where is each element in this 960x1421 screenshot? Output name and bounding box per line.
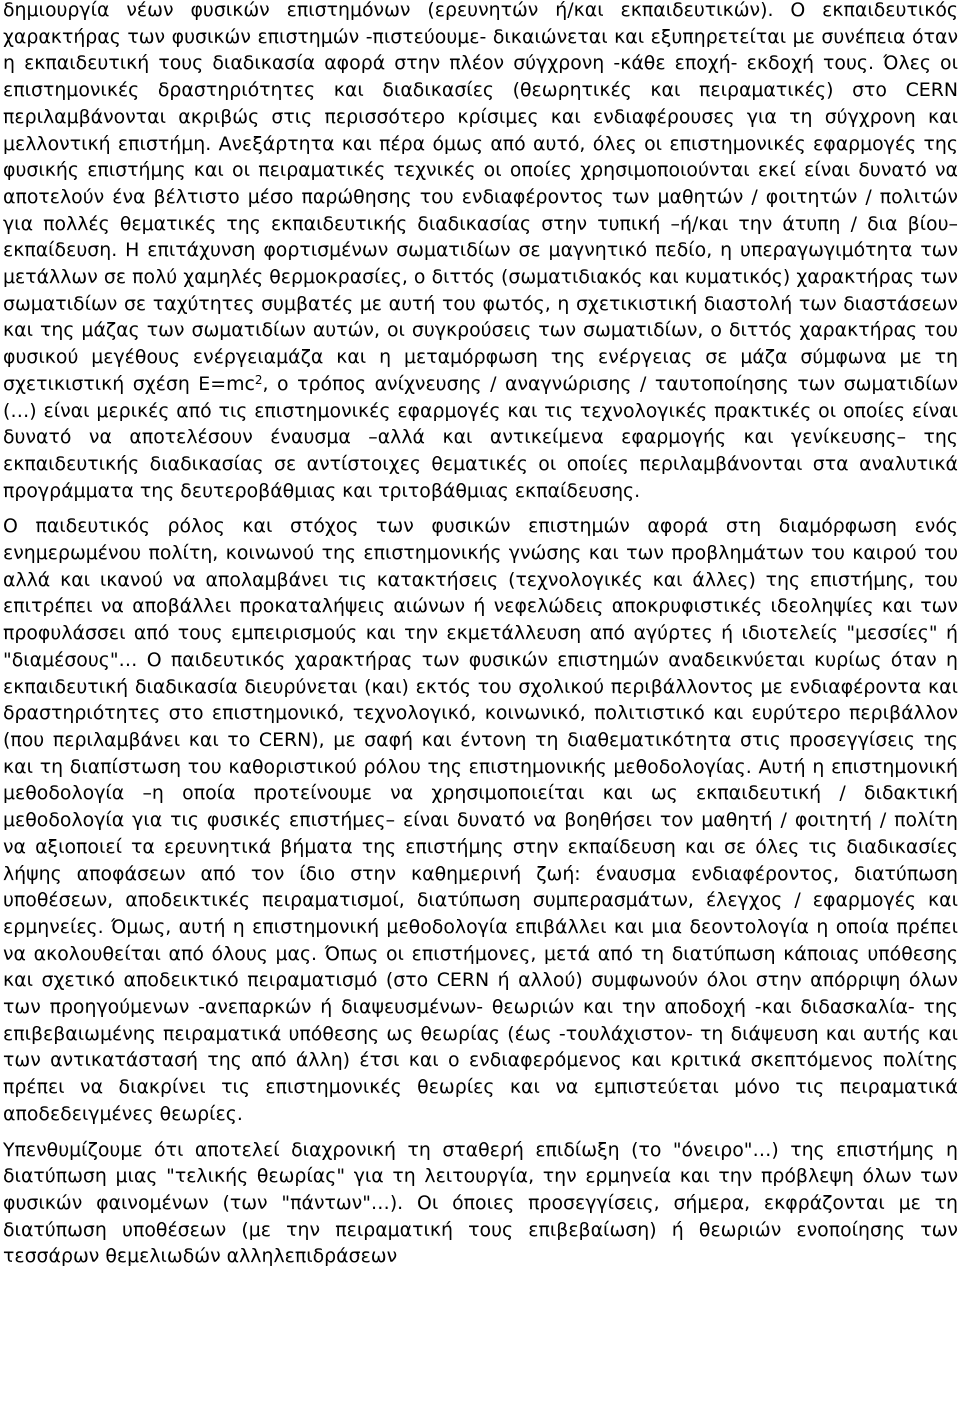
paragraph-1-text: δημιουργία νέων φυσικών επιστημόνων (ερευνητών ή/και εκπαιδευτικών). Ο εκπαιδευτικός χαρακτήρας των φυσικών επιστημών -πιστεύουμε- δικαιώνεται και εξυπηρετείται με συνέπεια όταν η εκπαιδευτική τους διαδικασία αφορά στην πλέον σύγχρονη -κάθε εποχή- εκδοχή τους. Όλες οι επιστημονικές δραστηριότητες και διαδικασίες (θεωρητικές και πειραματικές) στο CERN περιλαμβάνονται ακριβώς στις περισσότερο κρίσιμες και ενδιαφέρουσες για τη σύγχρονη και μελλοντική επιστήμη. Ανεξάρτητα και πέρα όμως από αυτό, όλες οι επιστημονικές εφαρμογές της φυσικής επιστήμης και οι πειραματικές τεχνικές οι οποίες χρησιμοποιούνται εκεί είναι δυνατό να αποτελούν ένα βέλτιστο μέσο παρώθησης του ενδιαφέροντος των μαθητών / φοιτητών / πολιτών για πολλές θεματικές της εκπαιδευτικής διαδικασίας στην τυπική –ή/και την άτυπη / δια βίου– εκπαίδευση. Η επιτάχυνση φορτισμένων σωματιδίων σε μαγνητικό πεδίο, η υπεραγωγιμότητα των μετάλλων σε πολύ χαμηλές θερμοκρασίες, ο διττός (σωματιδιακός και κυματικός) χαρακτήρας των σωματιδίων σε ταχύτητες συμβατές με αυτή του φωτός, η σχετικιστική διαστολή των διαστάσεων και της μάζας των σωματιδίων αυτών, οι συγκρούσεις των σωματιδίων, ο διττός χαρακτήρας του φυσικού μεγέθους ενέργειαμάζα και η μεταμόρφωση της ενέργειας σε μάζα σύμφωνα με τη σχετικιστική σχέση E=mc bbox=[3, 0, 958, 395]
superscript-exponent: 2 bbox=[254, 372, 263, 387]
paragraph-3: Υπενθυμίζουμε ότι αποτελεί διαχρονική τη σταθερή επιδίωξη (το "όνειρο"…) της επιστήμης η διατύπωση μιας "τελικής θεωρίας" για τη λειτουργία, την ερμηνεία και την πρόβλεψη όλων των φυσικών φαινομένων (των "πάντων"…). Οι όποιες προσεγγίσεις, σήμερα, εκφράζονται με τη διατύπωση υποθέσεων (με την πειραματική τους επιβεβαίωση) ή θεωριών ενοποίησης των τεσσάρων θεμελιωδών αλληλεπιδράσεων bbox=[3, 1138, 958, 1268]
paragraph-1-text-continued: , ο τρόπος ανίχνευσης / αναγνώρισης / ταυτοποίησης των σωματιδίων (…) είναι μερικές από τις επιστημονικές εφαρμογές και τις τεχνολογικές πρακτικές οι οποίες είναι δυνατό να αποτελέσουν έναυσμα –αλλά και αντικείμενα εφαρμογής και γενίκευσης– της εκπαιδευτικής διαδικασίας σε αντίστοιχες θεματικές οι οποίες περιλαμβάνονται στα αναλυτικά προγράμματα της δευτεροβάθμιας και τριτοβάθμιας εκπαίδευσης. bbox=[3, 372, 958, 502]
paragraph-1 bbox=[3, 0, 958, 504]
paragraph-2: Ο παιδευτικός ρόλος και στόχος των φυσικών επιστημών αφορά στη διαμόρφωση ενός ενημερωμένου πολίτη, κοινωνού της επιστημονικής γνώσης και των προβλημάτων του καιρού του αλλά και ικανού να απολαμβάνει τις κατακτήσεις (τεχνολογικές και άλλες) της επιστήμης, του επιτρέπει να αποβάλλει προκαταλήψεις αιώνων ή νεφελώδεις αποκρυφιστικές ιδεοληψίες και των προφυλάσσει από τους εμπειρισμούς και την εκμετάλλευση από αγύρτες ή ιδιοτελείς "μεσσίες" ή "διαμέσους"… Ο παιδευτικός χαρακτήρας των φυσικών επιστημών αναδεικνύεται κυρίως όταν η εκπαιδευτική διαδικασία διευρύνεται (και) εκτός του σχολικού περιβάλλοντος με ενδιαφέροντα και δραστηριότητες στο επιστημονικό, τεχνολογικό, κοινωνικό, πολιτιστικό και ευρύτερο περιβάλλον (που περιλαμβάνει και το CERN), με σαφή και έντονη τη διαθεματικότητα στις προσεγγίσεις της και τη διαπίστωση του καθοριστικού ρόλου της επιστημονικής μεθοδολογίας. Αυτή η επιστημονική μεθοδολογία –η οποία προτείνουμε να χρησιμοποιείται και ως εκπαιδευτική / διδακτική μεθοδολογία για τις φυσικές επιστήμες– είναι δυνατό να βοηθήσει τον μαθητή / φοιτητή / πολίτη να αξιοποιεί τα ερευνητικά βήματα της επιστήμης στην εκπαίδευση και σε όλες τις διαδικασίες λήψης αποφάσεων από τον ίδιο στην καθημερινή ζωή: έναυσμα ενδιαφέροντος, διατύπωση υποθέσεων, αποδεικτικές πειραματισμοί, διατύπωση συμπερασμάτων, έλεγχος / εφαρμογές και ερμηνείες. Όμως, αυτή η επιστημονική μεθοδολογία επιβάλλει και μια δεοντολογία η οποία πρέπει να ακολουθείται από όλους μας. Όπως οι επιστήμονες, μετά από τη διατύπωση κάποιας υπόθεσης και σχετικό αποδεικτικό πειραματισμό (στο CERN ή αλλού) συμφωνούν όλοι στην απόρριψη όλων των προηγούμενων -ανεπαρκών ή διαψευσμένων- θεωριών και την αποδοχή -και διδασκαλία- της επιβεβαιωμένης πειραματικά υπόθεσης ως θεωρίας (έως -τουλάχιστον- τη διάψευση και αυτής και των αντικατάστασή της από άλλη) έτσι και ο ενδιαφερόμενος και κριτικά σκεπτόμενος πολίτης πρέπει να διακρίνει τις επιστημονικές θεωρίες και να εμπιστεύεται μόνο τις πειραματικά αποδεδειγμένες θεωρίες. bbox=[3, 515, 958, 1125]
